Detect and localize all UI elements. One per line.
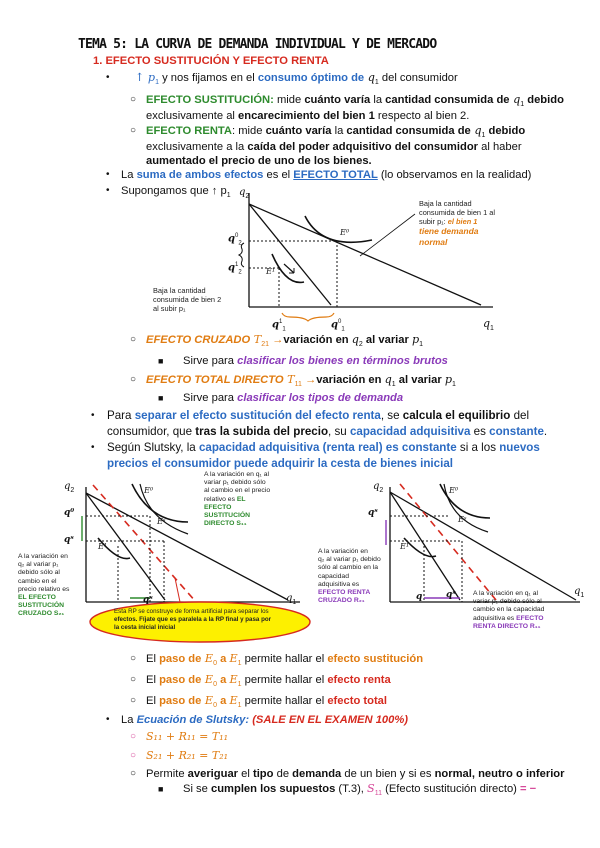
bullet-dot: • <box>106 185 110 196</box>
note-sustitucion-cruzado: A la variación en q₂ al variar p₁ debido sólo al cambio en el precio relativo es EL EFECTO SUSTITUCIÓN CRUZADO S₂₁ <box>18 553 70 618</box>
note-bien-2: Baja la cantidad consumida de bien 2 al subir p₁ <box>153 286 222 313</box>
circle-bullet: ○ <box>130 334 137 345</box>
text-efecto-total-directo: EFECTO TOTAL DIRECTO $T_{11}$ →variación en $q_1$ al variar $p_1$ <box>146 373 456 389</box>
text-para-separar: Para separar el efecto sustitución del efecto renta, se calcula el equilibrio del <box>107 409 530 422</box>
circle-bullet: ○ <box>130 731 137 742</box>
text-efecto-renta: EFECTO RENTA: mide cuánto varía la cantidad consumida de $q_1$ debido <box>146 124 526 140</box>
text-paso-3: El paso de $E_0$ a $E_1$ permite hallar el efecto total <box>146 694 388 710</box>
equation-2: S₂₁ + R₂₁ = T₂₁ <box>146 749 229 762</box>
note-sustitucion-directo: A la variación en q₁ al variar p₁ debido sólo al cambio en el precio relativo es EL EFECTO SUSTITUCIÓN DIRECTO S₁₁ <box>204 471 271 528</box>
note-renta-cruzado: A la variación en q₂ al variar p₁ debido sólo al cambio en la capacidad adquisitiva es EFECTO RENTA CRUZADO R₂₁ <box>318 548 381 605</box>
text-suma: La suma de ambos efectos es el EFECTO TOTAL (lo observamos en la realidad) <box>121 169 532 181</box>
note-renta-directo: A la variación en q₁ al variar p₁ debido sólo al cambio en la capacidad adquisitiva es EFECTO RENTA DIRECTO R₁₁ <box>473 590 545 630</box>
text-paso-1: El paso de $E_0$ a $E_1$ permite hallar el efecto sustitución <box>146 652 424 668</box>
text-er-line3: aumentado el precio de uno de los bienes. <box>146 155 372 167</box>
label-q1-1: $q^1_1$ <box>272 319 286 333</box>
text-es-line2: exclusivamente al encarecimiento del bien 1 respecto al bien 2. <box>146 110 470 122</box>
axis-label-q2: $q_2$ <box>64 481 75 494</box>
text-paso-2: El paso de $E_0$ a $E_1$ permite hallar el efecto renta <box>146 673 391 689</box>
section-heading: 1. EFECTO SUSTITUCIÓN Y EFECTO RENTA <box>93 55 329 67</box>
text-sirve-2: Sirve para clasificar los tipos de demanda <box>183 392 404 404</box>
axis-label-q1: $q_1$ <box>483 317 494 333</box>
text-supongamos: Supongamos que ↑ $p_1$ <box>121 185 231 200</box>
label-q1-S: qˢ <box>446 590 456 600</box>
circle-bullet: ○ <box>130 94 137 105</box>
bullet-dot: • <box>106 714 110 725</box>
equation-1: S₁₁ + R₁₁ = T₁₁ <box>146 730 229 743</box>
axis-label-q1: $q_1$ <box>286 593 297 606</box>
circle-bullet: ○ <box>130 653 137 664</box>
circle-bullet: ○ <box>130 750 137 761</box>
label-q1: q <box>416 592 423 602</box>
label-q2-1: $q^1_2$ <box>228 262 242 276</box>
axis-label-q2: $q_2$ <box>373 481 384 494</box>
bullet-dot: • <box>91 410 95 421</box>
text-efecto-cruzado: EFECTO CRUZADO $T_{21}$ →variación en $q_2$ al variar $p_1$ <box>146 333 424 349</box>
label-E1: E¹ <box>400 542 410 551</box>
label-q1-S: qˢ <box>143 595 153 605</box>
label-E1: E¹ <box>98 542 108 551</box>
label-E0: E⁰ <box>340 228 350 237</box>
label-E0: E⁰ <box>449 486 459 495</box>
page-title: TEMA 5: LA CURVA DE DEMANDA INDIVIDUAL Y DE MERCADO <box>78 37 437 52</box>
circle-bullet: ○ <box>130 695 137 706</box>
text-ecuacion-slutsky: La Ecuación de Slutsky: (SALE EN EL EXAMEN 100%) <box>121 714 409 726</box>
square-bullet: ■ <box>158 393 164 403</box>
label-q2-S: qˢ <box>64 535 74 545</box>
text-er-line2: exclusivamente a la caída del poder adquisitivo del consumidor al haber <box>146 141 522 153</box>
text-line-intro: ↑ $p_1$ y nos fijamos en el consumo óptimo de $q_1$ del consumidor <box>135 71 458 87</box>
note-rp-artificial: Esta RP se construye de forma artificial para separar los efectos. Fíjate que es paralela a la RP final y pasa por la cesta inicial inicial <box>114 608 272 631</box>
label-q2-0: q⁰ <box>64 508 75 518</box>
circle-bullet: ○ <box>130 768 137 779</box>
label-q2-0: $q^0_2$ <box>228 233 242 247</box>
note-demanda-normal: Baja la cantidad consumida de bien 1 al subir p₁: el bien 1 tiene demanda normal <box>419 199 496 247</box>
text-sirve-1: Sirve para clasificar los bienes en términos brutos <box>183 355 448 367</box>
circle-bullet: ○ <box>130 674 137 685</box>
circle-bullet: ○ <box>130 374 137 385</box>
text-permite: Permite averiguar el tipo de demanda de un bien y si es normal, neutro o inferior <box>146 768 565 780</box>
bullet-dot: • <box>106 72 110 83</box>
text-efecto-sustitucion: EFECTO SUSTITUCIÓN: mide cuánto varía la cantidad consumida de $q_1$ debido <box>146 93 564 109</box>
circle-bullet: ○ <box>130 125 137 136</box>
label-q2-S: qˢ <box>368 508 378 518</box>
bullet-dot: • <box>91 442 95 453</box>
label-ES: Eˢ <box>458 515 467 524</box>
label-q1-0: $q^0_1$ <box>331 319 345 333</box>
bullet-dot: • <box>106 169 110 180</box>
label-E0: E⁰ <box>144 486 154 495</box>
square-bullet: ■ <box>158 784 164 794</box>
axis-label-q2: $q_2$ <box>239 187 250 200</box>
text-slutsky-line2: precios el consumidor puede adquirir la cesta de bienes inicial <box>107 457 453 470</box>
label-ES: Eˢ <box>157 517 166 526</box>
text-cumplen: Si se cumplen los supuestos (T.3), $S_{11}$ (Efecto sustitución directo) = − <box>183 782 537 798</box>
text-para-line2: consumidor, que tras la subida del precio, su capacidad adquisitiva es constante. <box>107 425 548 438</box>
label-E1: E¹ <box>266 267 276 276</box>
square-bullet: ■ <box>158 356 164 366</box>
text-slutsky: Según Slutsky, la capacidad adquisitiva (renta real) es constante si a los nuevos <box>107 441 540 454</box>
axis-label-q1: $q_1$ <box>574 586 585 599</box>
